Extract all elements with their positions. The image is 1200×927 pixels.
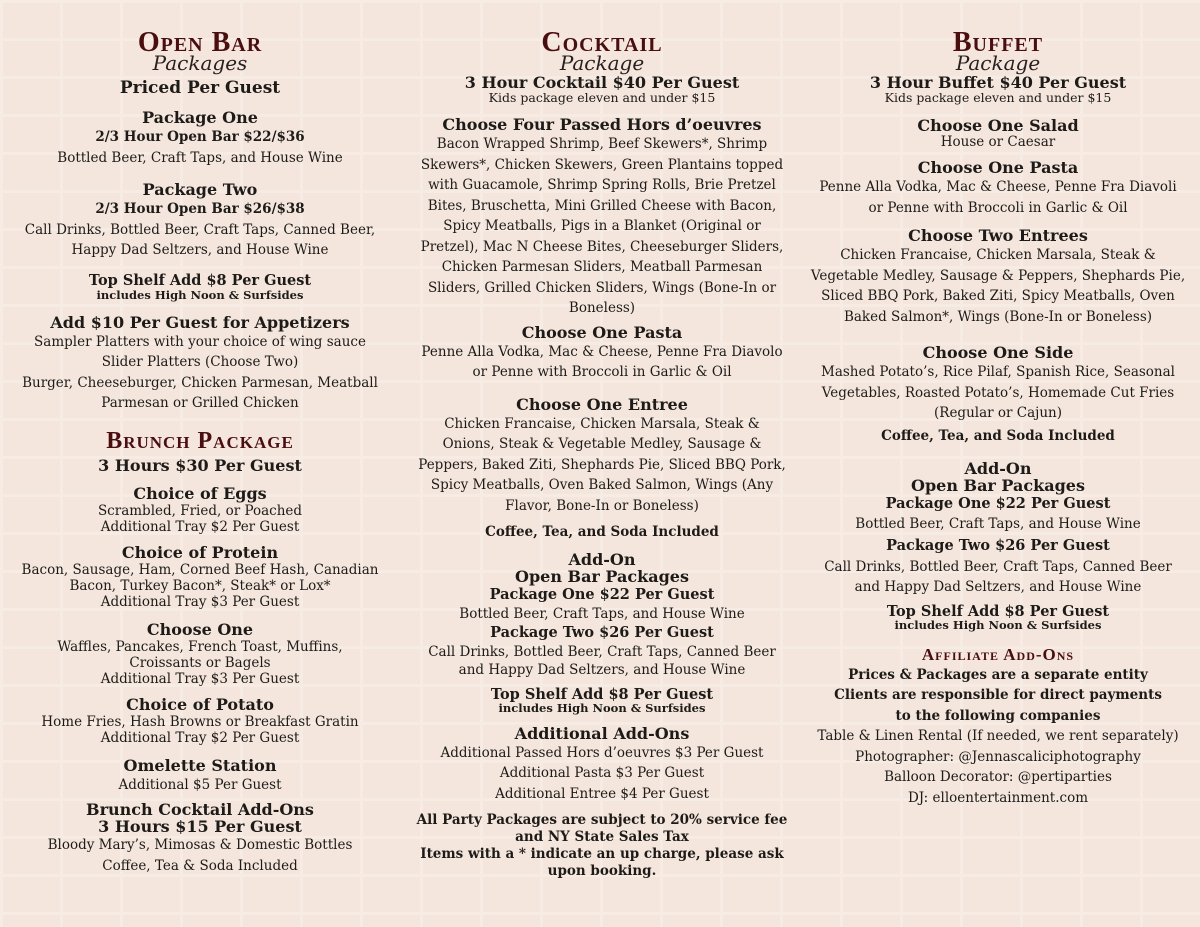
affiliate-title: Affiliate Add-Ons: [921, 644, 1075, 664]
protein-line: Bacon, Turkey Bacon*, Steak* or Lox*: [69, 577, 331, 594]
buffet-entrees-line: Sliced BBQ Pork, Baked Ziti, Spicy Meatballs, Oven: [821, 288, 1175, 304]
side-line: (Regular or Cajun): [934, 405, 1062, 421]
cocktail-title: Cocktail: [541, 27, 663, 58]
buffet-addon-pkg1: Package One $22 Per Guest: [885, 495, 1111, 512]
buffet-pasta-heading: Choose One Pasta: [917, 158, 1079, 177]
additional-addons-line: Additional Pasta $3 Per Guest: [499, 765, 705, 781]
additional-addons-line: Additional Passed Hors d’oeuvres $3 Per Guest: [440, 744, 764, 761]
choose-one-line: Waffles, Pancakes, French Toast, Muffins,: [57, 638, 343, 655]
hors-line: Spicy Meatballs, Pigs in a Blanket (Original or: [443, 218, 761, 234]
affiliate-line: DJ: elloentertainment.com: [907, 789, 1088, 806]
cocktail-pasta-line: or Penne with Broccoli in Garlic & Oil: [472, 364, 732, 380]
package-two-price: 2/3 Hour Open Bar $26/$38: [95, 201, 305, 217]
cocktail-addon-pkg2: Package Two $26 Per Guest: [490, 623, 714, 641]
buffet-entrees-line: Vegetable Medley, Sausage & Peppers, Shephards Pie,: [810, 267, 1186, 284]
package-one-heading: Package One: [142, 108, 258, 127]
buffet-addon-pkg1-desc: Bottled Beer, Craft Taps, and House Wine: [855, 516, 1141, 532]
omelette-line: Additional $5 Per Guest: [118, 776, 282, 793]
affiliate-line: Photographer: @Jennascaliciphotography: [855, 748, 1141, 765]
affiliate-line: Balloon Decorator: @pertiparties: [884, 769, 1112, 785]
top-shelf-note: includes High Noon & Surfsides: [96, 287, 304, 302]
hors-line: Boneless): [568, 300, 636, 316]
side-line: Mashed Potato’s, Rice Pilaf, Spanish Rice, Seasonal: [821, 364, 1175, 380]
brunch-cocktail-heading: Brunch Cocktail Add-Ons: [86, 800, 314, 819]
cocktail-entree-line: Onions, Steak & Vegetable Medley, Sausage &: [442, 436, 762, 452]
choose-one-line: Croissants or Bagels: [129, 654, 271, 671]
cocktail-addon-pkg2-desc: Call Drinks, Bottled Beer, Craft Taps, Canned Beer: [428, 643, 776, 660]
cocktail-top-shelf: Top Shelf Add $8 Per Guest: [490, 685, 714, 703]
potato-line: Additional Tray $2 Per Guest: [100, 729, 300, 746]
side-heading: Choose One Side: [922, 343, 1074, 362]
potato-line: Home Fries, Hash Browns or Breakfast Gratin: [41, 713, 359, 730]
package-two-desc: Call Drinks, Bottled Beer, Craft Taps, Canned Beer,: [24, 221, 376, 238]
buffet-subtitle: Package: [955, 51, 1041, 75]
open-bar-subtitle: Packages: [152, 51, 248, 75]
affiliate-line: Table & Linen Rental (If needed, we rent separately): [817, 728, 1179, 744]
buffet-price: 3 Hour Buffet $40 Per Guest: [869, 73, 1127, 92]
buffet-addon-pkg2-desc: and Happy Dad Seltzers, and House Wine: [854, 579, 1142, 595]
open-bar-title: Open Bar: [137, 27, 263, 58]
package-one-price: 2/3 Hour Open Bar $22/$36: [95, 129, 305, 145]
hors-heading: Choose Four Passed Hors d’oeuvres: [442, 115, 762, 134]
potato-heading: Choice of Potato: [126, 694, 274, 714]
footer-note: Items with a * indicate an up charge, please ask: [420, 846, 784, 862]
buffet-column: [806, 28, 1190, 808]
additional-addons-heading: Additional Add-Ons: [514, 723, 690, 743]
eggs-line: Scrambled, Fried, or Poached: [97, 502, 303, 519]
buffet-addon-title: Open Bar Packages: [911, 476, 1085, 495]
hors-line: Pretzel), Mac N Cheese Bites, Cheeseburger Sliders,: [420, 238, 784, 255]
salad-heading: Choose One Salad: [917, 116, 1079, 135]
cocktail-addon-label: Add-On: [568, 549, 636, 569]
choose-one-line: Additional Tray $3 Per Guest: [100, 670, 300, 687]
buffet-pasta-line: or Penne with Broccoli in Garlic & Oil: [868, 199, 1128, 216]
omelette-heading: Omelette Station: [123, 755, 277, 775]
cocktail-pasta-heading: Choose One Pasta: [521, 322, 683, 342]
cocktail-column: [412, 28, 792, 880]
side-line: Vegetables, Roasted Potato’s, Homemade Cut Fries: [821, 384, 1175, 401]
affiliate-bold-line: to the following companies: [895, 707, 1101, 724]
buffet-top-shelf-note: includes High Noon & Surfsides: [894, 617, 1102, 632]
cocktail-kids: Kids package eleven and under $15: [488, 90, 716, 105]
brunch-price: 3 Hours $30 Per Guest: [98, 455, 302, 475]
top-shelf-heading: Top Shelf Add $8 Per Guest: [88, 271, 312, 289]
appetizers-line: Parmesan or Grilled Chicken: [101, 395, 299, 411]
buffet-entrees-line: Baked Salmon*, Wings (Bone-In or Boneless): [843, 308, 1153, 325]
buffet-pasta-line: Penne Alla Vodka, Mac & Cheese, Penne Fra Diavoli: [819, 179, 1177, 195]
cocktail-included: Coffee, Tea, and Soda Included: [485, 524, 719, 540]
affiliate-bold-line: Clients are responsible for direct payments: [834, 687, 1162, 703]
package-two-heading: Package Two: [142, 180, 258, 199]
footer-note: All Party Packages are subject to 20% service fee: [416, 812, 788, 828]
footer-note: and NY State Sales Tax: [515, 829, 689, 845]
salad-line: House or Caesar: [940, 134, 1056, 150]
open-bar-column: [14, 28, 386, 876]
package-one-desc: Bottled Beer, Craft Taps, and House Wine: [57, 149, 343, 166]
buffet-included: Coffee, Tea, and Soda Included: [881, 427, 1115, 444]
cocktail-addon-title: Open Bar Packages: [515, 566, 689, 586]
hors-line: Bacon Wrapped Shrimp, Beef Skewers*, Shrimp: [436, 136, 768, 152]
affiliate-bold-line: Prices & Packages are a separate entity: [848, 666, 1148, 683]
cocktail-addon-pkg1-desc: Bottled Beer, Craft Taps, and House Wine: [459, 605, 745, 622]
appetizers-heading: Add $10 Per Guest for Appetizers: [50, 312, 350, 332]
cocktail-addon-pkg1: Package One $22 Per Guest: [489, 585, 715, 603]
brunch-cocktail-price: 3 Hours $15 Per Guest: [98, 817, 302, 836]
protein-heading: Choice of Protein: [121, 542, 279, 562]
priced-per-guest: Priced Per Guest: [119, 78, 281, 98]
cocktail-addon-pkg2-desc: and Happy Dad Seltzers, and House Wine: [458, 661, 746, 678]
buffet-addon-pkg2: Package Two $26 Per Guest: [886, 536, 1110, 554]
buffet-entrees-heading: Choose Two Entrees: [908, 226, 1088, 245]
buffet-addon-pkg2-desc: Call Drinks, Bottled Beer, Craft Taps, Canned Beer: [824, 558, 1172, 575]
cocktail-entree-line: Chicken Francaise, Chicken Marsala, Steak &: [444, 415, 760, 432]
cocktail-top-shelf-note: includes High Noon & Surfsides: [498, 700, 706, 715]
protein-line: Bacon, Sausage, Ham, Corned Beef Hash, Canadian: [21, 561, 379, 578]
brunch-cocktail-line: Bloody Mary’s, Mimosas & Domestic Bottles: [47, 837, 353, 853]
hors-line: Skewers*, Chicken Skewers, Green Plantains topped: [420, 156, 784, 173]
protein-line: Additional Tray $3 Per Guest: [100, 593, 300, 610]
buffet-entrees-line: Chicken Francaise, Chicken Marsala, Steak &: [840, 247, 1156, 263]
cocktail-subtitle: Package: [559, 51, 645, 75]
additional-addons-line: Additional Entree $4 Per Guest: [495, 785, 709, 802]
appetizers-line: Slider Platters (Choose Two): [101, 354, 299, 370]
footer-note: upon booking.: [547, 863, 657, 879]
hors-line: Sliders, Grilled Chicken Sliders, Wings (Bone-In or: [427, 279, 777, 296]
cocktail-entree-heading: Choose One Entree: [516, 394, 688, 414]
brunch-cocktail-line: Coffee, Tea & Soda Included: [102, 857, 298, 874]
cocktail-entree-line: Spicy Meatballs, Oven Baked Salmon, Wings (Any: [430, 477, 774, 493]
appetizers-line: Sampler Platters with your choice of wing sauce: [34, 333, 366, 350]
buffet-title: Buffet: [952, 27, 1044, 58]
eggs-line: Additional Tray $2 Per Guest: [100, 518, 300, 535]
hors-line: Bites, Bruschetta, Mini Grilled Cheese with Bacon,: [427, 197, 777, 214]
hors-line: with Guacamole, Shrimp Spring Rolls, Brie Pretzel: [428, 177, 776, 193]
buffet-top-shelf: Top Shelf Add $8 Per Guest: [886, 602, 1110, 620]
cocktail-price: 3 Hour Cocktail $40 Per Guest: [464, 73, 740, 92]
cocktail-entree-line: Flavor, Bone-In or Boneless): [505, 497, 699, 514]
package-two-desc: Happy Dad Seltzers, and House Wine: [71, 242, 329, 258]
buffet-kids: Kids package eleven and under $15: [884, 90, 1112, 105]
choose-one-heading: Choose One: [146, 619, 254, 639]
cocktail-entree-line: Peppers, Baked Ziti, Shephards Pie, Sliced BBQ Pork,: [418, 456, 786, 473]
hors-line: Chicken Parmesan Sliders, Meatball Parmesan: [441, 259, 763, 275]
eggs-heading: Choice of Eggs: [133, 483, 267, 503]
cocktail-pasta-line: Penne Alla Vodka, Mac & Cheese, Penne Fra Diavolo: [421, 343, 783, 360]
buffet-addon-label: Add-On: [964, 459, 1032, 478]
appetizers-line: Burger, Cheeseburger, Chicken Parmesan, Meatball: [22, 374, 378, 391]
brunch-title: Brunch Package: [106, 427, 294, 454]
